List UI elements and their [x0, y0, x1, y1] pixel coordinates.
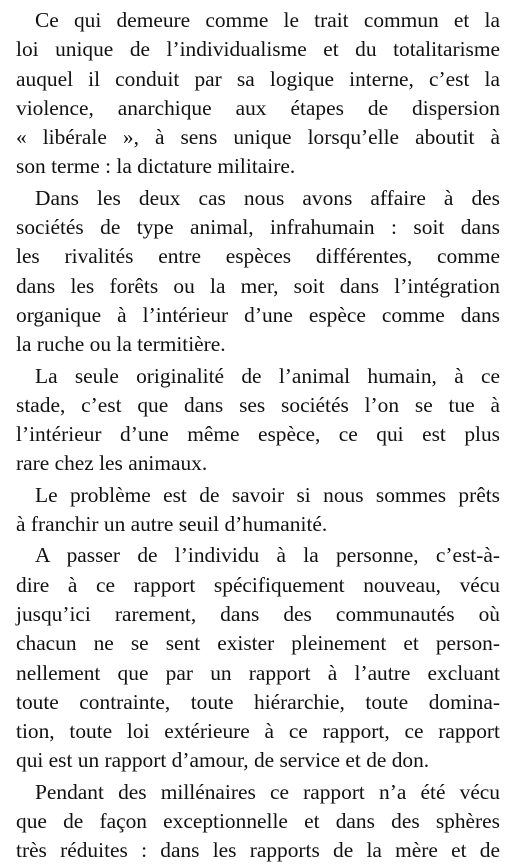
text-line: Ce qui demeure comme le trait commun et la	[35, 8, 500, 32]
text-line: la ruche ou la termitière.	[16, 332, 226, 357]
paragraph	[16, 481, 500, 540]
text-line: que de façon exceptionnelle et dans des sphères	[16, 809, 500, 834]
text-line: sociétés de type animal, infrahumain : soit dans	[16, 215, 500, 240]
text-line: jusqu’ici rarement, dans des communautés où	[16, 601, 500, 626]
text-line: loi unique de l’individualisme et du totalitarisme	[16, 37, 500, 62]
text-line: l’intérieur d’une même espèce, ce qui est plus	[16, 422, 500, 447]
text-line: Pendant des millénaires ce rapport n’a été vécu	[35, 779, 500, 804]
text-line: son terme : la dictature militaire.	[16, 154, 296, 179]
text-line: dans les forêts ou la mer, soit dans l’intégration	[16, 273, 500, 298]
text-line: La seule originalité de l’animal humain, à ce	[35, 363, 500, 388]
paragraph	[16, 541, 500, 775]
text-line: à franchir un autre seuil d’humanité.	[16, 512, 328, 537]
paragraph	[16, 184, 500, 360]
paragraph	[16, 6, 500, 182]
paragraph	[16, 778, 500, 866]
text-line: Le problème est de savoir si nous sommes prêts	[35, 482, 500, 507]
text-line: très réduites : dans les rapports de la mère et de	[16, 838, 500, 863]
text-line: stade, c’est que dans ses sociétés l’on se tue à	[16, 392, 500, 417]
text-line: nellement que par un rapport à l’autre excluant	[16, 660, 500, 685]
paragraph	[16, 362, 500, 479]
text-line: « libérale », à sens unique lorsqu’elle aboutit à	[16, 125, 500, 150]
text-line: qui est un rapport d’amour, de service et de don.	[16, 748, 430, 773]
text-line: toute contrainte, toute hiérarchie, toute domina-	[16, 689, 500, 714]
text-line: violence, anarchique aux étapes de dispersion	[16, 95, 500, 120]
text-line: chacun ne se sent exister pleinement et person-	[16, 631, 500, 656]
text-line: auquel il conduit par sa logique interne, c’est la	[16, 66, 500, 91]
text-line: Dans les deux cas nous avons affaire à des	[35, 185, 500, 210]
document-page	[16, 0, 500, 863]
text-line: les rivalités entre espèces différentes, comme	[16, 244, 500, 269]
text-line: organique à l’intérieur d’une espèce comme dans	[16, 302, 500, 327]
text-line: rare chez les animaux.	[16, 451, 208, 476]
text-line: A passer de l’individu à la personne, c’est-à-	[35, 543, 500, 568]
text-line: dire à ce rapport spécifiquement nouveau, vécu	[16, 572, 500, 597]
text-line: tion, toute loi extérieure à ce rapport, ce rapport	[16, 719, 500, 744]
